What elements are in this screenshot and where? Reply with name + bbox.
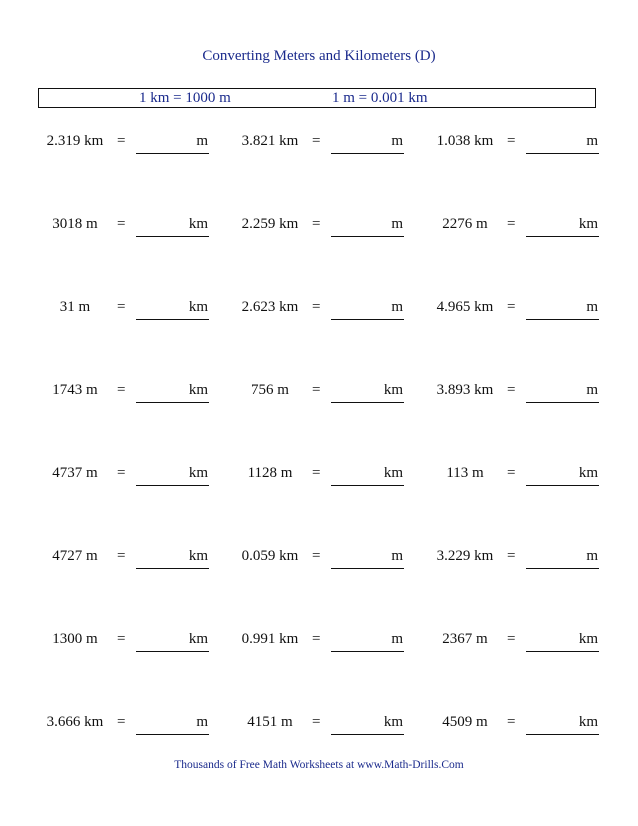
problem-row xyxy=(0,130,638,154)
answer-blank[interactable] xyxy=(526,545,599,569)
conversion-problem xyxy=(235,379,425,403)
answer-blank[interactable] xyxy=(331,545,404,569)
target-unit: km xyxy=(578,714,598,730)
given-quantity: 0.059 km xyxy=(241,548,299,564)
given-quantity: 4737 m xyxy=(52,465,98,481)
given-quantity: 3.666 km xyxy=(46,714,104,730)
answer-blank[interactable] xyxy=(331,711,404,735)
answer-blank[interactable] xyxy=(136,213,209,237)
answer-blank[interactable] xyxy=(526,213,599,237)
equals-sign: = xyxy=(117,714,126,730)
equals-sign: = xyxy=(117,216,126,232)
conversion-problem xyxy=(235,462,425,486)
conversion-problem xyxy=(235,213,425,237)
conversion-problem xyxy=(430,296,620,320)
equals-sign: = xyxy=(117,548,126,564)
answer-blank[interactable] xyxy=(136,130,209,154)
reference-km-to-m: 1 km = 1000 m xyxy=(139,90,231,106)
given-quantity: 113 m xyxy=(446,465,484,481)
given-quantity: 2.259 km xyxy=(241,216,299,232)
given-quantity: 3.821 km xyxy=(241,133,299,149)
conversion-problem xyxy=(40,462,230,486)
problem-row xyxy=(0,213,638,237)
answer-blank[interactable] xyxy=(331,213,404,237)
target-unit: m xyxy=(586,133,598,149)
conversion-problem xyxy=(235,130,425,154)
equals-sign: = xyxy=(312,548,321,564)
target-unit: m xyxy=(586,299,598,315)
conversion-problem xyxy=(40,545,230,569)
answer-blank[interactable] xyxy=(331,130,404,154)
conversion-problem xyxy=(40,296,230,320)
answer-blank[interactable] xyxy=(136,545,209,569)
equals-sign: = xyxy=(312,714,321,730)
conversion-problem xyxy=(430,130,620,154)
conversion-problem xyxy=(40,628,230,652)
answer-blank[interactable] xyxy=(331,628,404,652)
problem-row xyxy=(0,296,638,320)
target-unit: m xyxy=(391,631,403,647)
equals-sign: = xyxy=(312,631,321,647)
given-quantity: 2.623 km xyxy=(241,299,299,315)
given-quantity: 1128 m xyxy=(247,465,293,481)
equals-sign: = xyxy=(312,382,321,398)
equals-sign: = xyxy=(117,299,126,315)
answer-blank[interactable] xyxy=(526,379,599,403)
target-unit: km xyxy=(578,216,598,232)
target-unit: km xyxy=(188,216,208,232)
problem-row xyxy=(0,462,638,486)
target-unit: m xyxy=(391,216,403,232)
equals-sign: = xyxy=(312,465,321,481)
equals-sign: = xyxy=(507,631,516,647)
given-quantity: 1300 m xyxy=(52,631,98,647)
equals-sign: = xyxy=(117,465,126,481)
equals-sign: = xyxy=(507,465,516,481)
problem-row xyxy=(0,379,638,403)
reference-m-to-km: 1 m = 0.001 km xyxy=(332,90,428,106)
given-quantity: 0.991 km xyxy=(241,631,299,647)
target-unit: m xyxy=(586,548,598,564)
conversion-problem xyxy=(40,711,230,735)
answer-blank[interactable] xyxy=(526,296,599,320)
equals-sign: = xyxy=(507,133,516,149)
target-unit: km xyxy=(578,465,598,481)
equals-sign: = xyxy=(312,299,321,315)
target-unit: km xyxy=(578,631,598,647)
worksheet-title: Converting Meters and Kilometers (D) xyxy=(202,48,436,64)
given-quantity: 2367 m xyxy=(442,631,488,647)
answer-blank[interactable] xyxy=(136,296,209,320)
answer-blank[interactable] xyxy=(526,462,599,486)
conversion-problem xyxy=(430,628,620,652)
target-unit: km xyxy=(188,382,208,398)
given-quantity: 2.319 km xyxy=(46,133,104,149)
given-quantity: 4509 m xyxy=(442,714,488,730)
answer-blank[interactable] xyxy=(331,296,404,320)
given-quantity: 4151 m xyxy=(247,714,293,730)
equals-sign: = xyxy=(507,382,516,398)
conversion-problem xyxy=(430,379,620,403)
given-quantity: 31 m xyxy=(59,299,91,315)
target-unit: m xyxy=(391,299,403,315)
conversion-reference-box xyxy=(38,88,596,108)
target-unit: km xyxy=(383,465,403,481)
conversion-problem xyxy=(40,379,230,403)
equals-sign: = xyxy=(507,299,516,315)
conversion-problem xyxy=(40,130,230,154)
answer-blank[interactable] xyxy=(526,628,599,652)
answer-blank[interactable] xyxy=(331,379,404,403)
answer-blank[interactable] xyxy=(526,130,599,154)
given-quantity: 756 m xyxy=(251,382,289,398)
conversion-problem xyxy=(430,462,620,486)
answer-blank[interactable] xyxy=(136,379,209,403)
answer-blank[interactable] xyxy=(136,462,209,486)
target-unit: km xyxy=(188,631,208,647)
answer-blank[interactable] xyxy=(526,711,599,735)
answer-blank[interactable] xyxy=(136,628,209,652)
given-quantity: 3.893 km xyxy=(436,382,494,398)
conversion-problem xyxy=(235,711,425,735)
answer-blank[interactable] xyxy=(331,462,404,486)
footer-credit: Thousands of Free Math Worksheets at www.Math-Drills.Com xyxy=(174,759,464,771)
equals-sign: = xyxy=(507,714,516,730)
equals-sign: = xyxy=(507,216,516,232)
conversion-problem xyxy=(430,213,620,237)
equals-sign: = xyxy=(312,133,321,149)
equals-sign: = xyxy=(312,216,321,232)
given-quantity: 3018 m xyxy=(52,216,98,232)
given-quantity: 2276 m xyxy=(442,216,488,232)
problem-row xyxy=(0,628,638,652)
given-quantity: 3.229 km xyxy=(436,548,494,564)
problem-row xyxy=(0,711,638,735)
target-unit: km xyxy=(383,714,403,730)
conversion-problem xyxy=(235,545,425,569)
given-quantity: 1743 m xyxy=(52,382,98,398)
target-unit: m xyxy=(391,133,403,149)
given-quantity: 1.038 km xyxy=(436,133,494,149)
equals-sign: = xyxy=(507,548,516,564)
problem-row xyxy=(0,545,638,569)
conversion-problem xyxy=(235,628,425,652)
given-quantity: 4727 m xyxy=(52,548,98,564)
target-unit: m xyxy=(196,133,208,149)
target-unit: km xyxy=(188,548,208,564)
conversion-problem xyxy=(235,296,425,320)
conversion-problem xyxy=(40,213,230,237)
given-quantity: 4.965 km xyxy=(436,299,494,315)
equals-sign: = xyxy=(117,631,126,647)
target-unit: km xyxy=(188,299,208,315)
target-unit: m xyxy=(391,548,403,564)
conversion-problem xyxy=(430,545,620,569)
target-unit: km xyxy=(188,465,208,481)
target-unit: m xyxy=(196,714,208,730)
target-unit: m xyxy=(586,382,598,398)
equals-sign: = xyxy=(117,382,126,398)
target-unit: km xyxy=(383,382,403,398)
answer-blank[interactable] xyxy=(136,711,209,735)
equals-sign: = xyxy=(117,133,126,149)
conversion-problem xyxy=(430,711,620,735)
